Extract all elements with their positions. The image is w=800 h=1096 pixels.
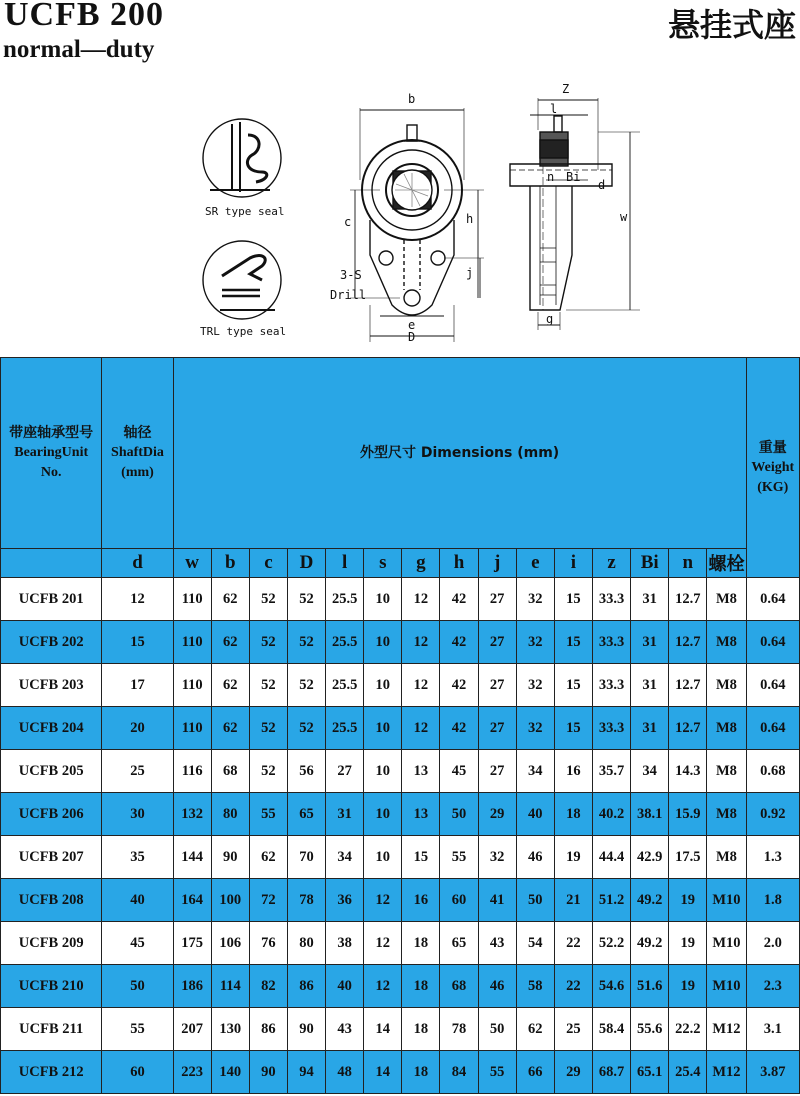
- value-cell: 32: [516, 664, 554, 707]
- value-cell: 55: [440, 836, 478, 879]
- model-cell: UCFB 211: [1, 1008, 102, 1051]
- value-cell: 62: [249, 836, 287, 879]
- table-row: [1, 793, 800, 836]
- table-row: [1, 664, 800, 707]
- value-cell: 65: [287, 793, 325, 836]
- value-cell: 34: [631, 750, 669, 793]
- value-cell: 223: [173, 1051, 211, 1094]
- value-cell: 0.64: [746, 664, 799, 707]
- value-cell: 42: [440, 707, 478, 750]
- value-cell: 55: [478, 1051, 516, 1094]
- value-cell: 46: [478, 965, 516, 1008]
- value-cell: 43: [478, 922, 516, 965]
- sr-seal-label: SR type seal: [205, 205, 285, 218]
- value-cell: 0.68: [746, 750, 799, 793]
- value-cell: 21: [554, 879, 592, 922]
- value-cell: 49.2: [631, 879, 669, 922]
- table-row: [1, 922, 800, 965]
- value-cell: 15: [554, 578, 592, 621]
- value-cell: 27: [478, 664, 516, 707]
- value-cell: 30: [102, 793, 173, 836]
- value-cell: 66: [516, 1051, 554, 1094]
- value-cell: 60: [440, 879, 478, 922]
- value-cell: 86: [287, 965, 325, 1008]
- model-cell: UCFB 212: [1, 1051, 102, 1094]
- column-header: j: [478, 549, 516, 578]
- value-cell: 50: [478, 1008, 516, 1051]
- page-subtitle: normal—duty: [3, 36, 155, 63]
- value-cell: 17.5: [669, 836, 707, 879]
- value-cell: 36: [326, 879, 364, 922]
- value-cell: 110: [173, 621, 211, 664]
- value-cell: 114: [211, 965, 249, 1008]
- value-cell: 12: [102, 578, 173, 621]
- header-shaft-unit: (mm): [121, 465, 154, 480]
- value-cell: 14.3: [669, 750, 707, 793]
- value-cell: 65.1: [631, 1051, 669, 1094]
- value-cell: 54.6: [592, 965, 630, 1008]
- value-cell: 84: [440, 1051, 478, 1094]
- header-model-cn: 带座轴承型号: [9, 425, 94, 441]
- dim-d: d: [598, 178, 606, 192]
- value-cell: 19: [669, 922, 707, 965]
- value-cell: 34: [516, 750, 554, 793]
- value-cell: M8: [707, 836, 746, 879]
- value-cell: 29: [554, 1051, 592, 1094]
- dim-b: b: [408, 92, 416, 106]
- table-row: [1, 750, 800, 793]
- value-cell: 86: [249, 1008, 287, 1051]
- value-cell: 78: [440, 1008, 478, 1051]
- dim-n: n: [547, 170, 555, 184]
- value-cell: 40: [102, 879, 173, 922]
- dim-z: Z: [562, 82, 570, 96]
- value-cell: M8: [707, 621, 746, 664]
- dim-drill: 3-S: [340, 268, 362, 282]
- value-cell: 52: [249, 750, 287, 793]
- value-cell: 65: [440, 922, 478, 965]
- value-cell: 44.4: [592, 836, 630, 879]
- value-cell: 100: [211, 879, 249, 922]
- column-header: 螺栓: [707, 549, 746, 578]
- value-cell: 106: [211, 922, 249, 965]
- value-cell: 12.7: [669, 664, 707, 707]
- value-cell: 62: [211, 621, 249, 664]
- value-cell: 50: [102, 965, 173, 1008]
- value-cell: 45: [440, 750, 478, 793]
- value-cell: 70: [287, 836, 325, 879]
- value-cell: 15: [402, 836, 440, 879]
- value-cell: 52: [287, 578, 325, 621]
- value-cell: 80: [287, 922, 325, 965]
- technical-drawing: [0, 80, 800, 355]
- chinese-title: 悬挂式座: [667, 6, 796, 44]
- value-cell: 78: [287, 879, 325, 922]
- header-weight-unit: (KG): [757, 479, 789, 495]
- value-cell: 13: [402, 793, 440, 836]
- model-cell: UCFB 210: [1, 965, 102, 1008]
- value-cell: 42: [440, 621, 478, 664]
- value-cell: 110: [173, 664, 211, 707]
- value-cell: 27: [326, 750, 364, 793]
- value-cell: 1.3: [746, 836, 799, 879]
- value-cell: 33.3: [592, 621, 630, 664]
- value-cell: 10: [364, 621, 402, 664]
- value-cell: 18: [402, 965, 440, 1008]
- value-cell: 35.7: [592, 750, 630, 793]
- value-cell: 12: [364, 965, 402, 1008]
- header-shaft-cn: 轴径: [123, 425, 152, 441]
- table-row: [1, 965, 800, 1008]
- header-weight: [746, 358, 799, 578]
- value-cell: 27: [478, 578, 516, 621]
- value-cell: 42: [440, 664, 478, 707]
- value-cell: M8: [707, 750, 746, 793]
- model-cell: UCFB 205: [1, 750, 102, 793]
- value-cell: 12: [402, 621, 440, 664]
- column-header: z: [592, 549, 630, 578]
- value-cell: 49.2: [631, 922, 669, 965]
- value-cell: 32: [516, 578, 554, 621]
- value-cell: 20: [102, 707, 173, 750]
- table-row: [1, 621, 800, 664]
- dim-drill-text: Drill: [330, 288, 367, 302]
- header-weight-en: Weight: [751, 459, 795, 475]
- value-cell: 110: [173, 707, 211, 750]
- value-cell: 52: [249, 707, 287, 750]
- value-cell: 40: [516, 793, 554, 836]
- value-cell: 186: [173, 965, 211, 1008]
- value-cell: 38.1: [631, 793, 669, 836]
- value-cell: 62: [211, 664, 249, 707]
- value-cell: M10: [707, 965, 746, 1008]
- value-cell: 14: [364, 1051, 402, 1094]
- header-model-no: No.: [40, 465, 62, 480]
- value-cell: 40.2: [592, 793, 630, 836]
- value-cell: M12: [707, 1051, 746, 1094]
- value-cell: 62: [211, 578, 249, 621]
- value-cell: 60: [102, 1051, 173, 1094]
- value-cell: M12: [707, 1008, 746, 1051]
- value-cell: 80: [211, 793, 249, 836]
- value-cell: 55: [102, 1008, 173, 1051]
- value-cell: 27: [478, 621, 516, 664]
- dim-c: c: [344, 215, 352, 229]
- value-cell: 10: [364, 707, 402, 750]
- value-cell: 22: [554, 922, 592, 965]
- table-row: [1, 836, 800, 879]
- value-cell: 10: [364, 664, 402, 707]
- column-header: w: [173, 549, 211, 578]
- value-cell: 15: [102, 621, 173, 664]
- value-cell: 33.3: [592, 578, 630, 621]
- value-cell: 10: [364, 750, 402, 793]
- value-cell: 16: [554, 750, 592, 793]
- value-cell: 25.5: [326, 664, 364, 707]
- value-cell: 90: [211, 836, 249, 879]
- column-header: i: [554, 549, 592, 578]
- model-cell: UCFB 204: [1, 707, 102, 750]
- table-row: [1, 1051, 800, 1094]
- table-row: [1, 879, 800, 922]
- value-cell: 72: [249, 879, 287, 922]
- dim-l: l: [550, 102, 558, 116]
- value-cell: 0.64: [746, 578, 799, 621]
- value-cell: 25.5: [326, 621, 364, 664]
- value-cell: 42.9: [631, 836, 669, 879]
- value-cell: 0.92: [746, 793, 799, 836]
- value-cell: 1.8: [746, 879, 799, 922]
- value-cell: 82: [249, 965, 287, 1008]
- value-cell: 132: [173, 793, 211, 836]
- value-cell: 68: [211, 750, 249, 793]
- value-cell: 12.7: [669, 707, 707, 750]
- value-cell: 32: [478, 836, 516, 879]
- value-cell: M8: [707, 578, 746, 621]
- value-cell: 12: [402, 664, 440, 707]
- value-cell: 2.3: [746, 965, 799, 1008]
- value-cell: 31: [326, 793, 364, 836]
- dim-e: e: [408, 318, 416, 332]
- value-cell: 12.7: [669, 621, 707, 664]
- value-cell: 110: [173, 578, 211, 621]
- value-cell: 42: [440, 578, 478, 621]
- dim-j: j: [466, 266, 474, 280]
- value-cell: 25: [554, 1008, 592, 1051]
- header-weight-cn: 重量: [758, 439, 787, 456]
- value-cell: 68.7: [592, 1051, 630, 1094]
- model-cell: UCFB 202: [1, 621, 102, 664]
- value-cell: 31: [631, 707, 669, 750]
- model-cell: UCFB 206: [1, 793, 102, 836]
- column-header: l: [326, 549, 364, 578]
- value-cell: 32: [516, 621, 554, 664]
- value-cell: 12: [364, 879, 402, 922]
- value-cell: 22: [554, 965, 592, 1008]
- header-model-blank: [1, 549, 102, 578]
- value-cell: 38: [326, 922, 364, 965]
- value-cell: M8: [707, 793, 746, 836]
- value-cell: 16: [402, 879, 440, 922]
- value-cell: M10: [707, 922, 746, 965]
- value-cell: 12: [402, 707, 440, 750]
- value-cell: 50: [440, 793, 478, 836]
- column-header: b: [211, 549, 249, 578]
- value-cell: 25.5: [326, 578, 364, 621]
- value-cell: 90: [249, 1051, 287, 1094]
- value-cell: 18: [554, 793, 592, 836]
- dim-h: h: [466, 212, 474, 226]
- column-header: n: [669, 549, 707, 578]
- value-cell: 22.2: [669, 1008, 707, 1051]
- value-cell: 130: [211, 1008, 249, 1051]
- value-cell: 15: [554, 707, 592, 750]
- value-cell: 46: [516, 836, 554, 879]
- value-cell: 18: [402, 922, 440, 965]
- dim-w: w: [620, 210, 628, 224]
- value-cell: 35: [102, 836, 173, 879]
- header-dimensions: [173, 358, 746, 549]
- value-cell: 55: [249, 793, 287, 836]
- value-cell: 14: [364, 1008, 402, 1051]
- table-row: [1, 707, 800, 750]
- value-cell: 56: [287, 750, 325, 793]
- value-cell: 52: [249, 578, 287, 621]
- value-cell: 15: [554, 621, 592, 664]
- column-header: c: [249, 549, 287, 578]
- value-cell: 175: [173, 922, 211, 965]
- column-header: h: [440, 549, 478, 578]
- value-cell: 52: [287, 621, 325, 664]
- value-cell: M8: [707, 664, 746, 707]
- value-cell: 52: [249, 621, 287, 664]
- value-cell: 12: [402, 578, 440, 621]
- value-cell: 90: [287, 1008, 325, 1051]
- value-cell: 164: [173, 879, 211, 922]
- value-cell: 0.64: [746, 707, 799, 750]
- value-cell: 31: [631, 621, 669, 664]
- value-cell: 17: [102, 664, 173, 707]
- value-cell: 58.4: [592, 1008, 630, 1051]
- dim-g: g: [546, 312, 554, 326]
- value-cell: 29: [478, 793, 516, 836]
- value-cell: 50: [516, 879, 554, 922]
- header-model: [1, 358, 102, 549]
- value-cell: 2.0: [746, 922, 799, 965]
- value-cell: 25.4: [669, 1051, 707, 1094]
- value-cell: 144: [173, 836, 211, 879]
- value-cell: 10: [364, 836, 402, 879]
- value-cell: 41: [478, 879, 516, 922]
- value-cell: 62: [516, 1008, 554, 1051]
- value-cell: 25: [102, 750, 173, 793]
- dimension-table: [0, 357, 800, 1094]
- value-cell: M8: [707, 707, 746, 750]
- header-shaft: [102, 358, 173, 549]
- value-cell: 0.64: [746, 621, 799, 664]
- column-header: e: [516, 549, 554, 578]
- value-cell: 27: [478, 707, 516, 750]
- value-cell: 116: [173, 750, 211, 793]
- value-cell: 32: [516, 707, 554, 750]
- column-header: Bi: [631, 549, 669, 578]
- value-cell: 52.2: [592, 922, 630, 965]
- value-cell: 54: [516, 922, 554, 965]
- value-cell: 31: [631, 578, 669, 621]
- value-cell: 48: [326, 1051, 364, 1094]
- value-cell: 12.7: [669, 578, 707, 621]
- value-cell: 94: [287, 1051, 325, 1094]
- value-cell: 19: [669, 879, 707, 922]
- table-row: [1, 578, 800, 621]
- value-cell: 27: [478, 750, 516, 793]
- value-cell: M10: [707, 879, 746, 922]
- model-cell: UCFB 209: [1, 922, 102, 965]
- value-cell: 10: [364, 793, 402, 836]
- value-cell: 3.87: [746, 1051, 799, 1094]
- value-cell: 15: [554, 664, 592, 707]
- value-cell: 33.3: [592, 664, 630, 707]
- value-cell: 40: [326, 965, 364, 1008]
- value-cell: 3.1: [746, 1008, 799, 1051]
- value-cell: 76: [249, 922, 287, 965]
- model-cell: UCFB 203: [1, 664, 102, 707]
- value-cell: 10: [364, 578, 402, 621]
- dim-D: D: [408, 330, 416, 344]
- page-title: UCFB 200: [4, 0, 165, 33]
- header-model-en: BearingUnit: [14, 445, 89, 460]
- value-cell: 52: [287, 664, 325, 707]
- value-cell: 55.6: [631, 1008, 669, 1051]
- model-cell: UCFB 207: [1, 836, 102, 879]
- value-cell: 43: [326, 1008, 364, 1051]
- value-cell: 207: [173, 1008, 211, 1051]
- value-cell: 51.6: [631, 965, 669, 1008]
- value-cell: 45: [102, 922, 173, 965]
- value-cell: 13: [402, 750, 440, 793]
- column-header: D: [287, 549, 325, 578]
- header-dimensions-label: 外型尺寸 Dimensions (mm): [359, 445, 560, 461]
- value-cell: 52: [249, 664, 287, 707]
- model-cell: UCFB 208: [1, 879, 102, 922]
- value-cell: 62: [211, 707, 249, 750]
- value-cell: 140: [211, 1051, 249, 1094]
- value-cell: 19: [554, 836, 592, 879]
- value-cell: 18: [402, 1008, 440, 1051]
- value-cell: 51.2: [592, 879, 630, 922]
- column-header: s: [364, 549, 402, 578]
- value-cell: 33.3: [592, 707, 630, 750]
- dim-Bi: Bi: [566, 170, 581, 184]
- value-cell: 58: [516, 965, 554, 1008]
- value-cell: 19: [669, 965, 707, 1008]
- value-cell: 34: [326, 836, 364, 879]
- value-cell: 31: [631, 664, 669, 707]
- model-cell: UCFB 201: [1, 578, 102, 621]
- value-cell: 15.9: [669, 793, 707, 836]
- value-cell: 68: [440, 965, 478, 1008]
- column-header: g: [402, 549, 440, 578]
- value-cell: 52: [287, 707, 325, 750]
- trl-seal-label: TRL type seal: [200, 325, 287, 338]
- drawing-svg: [0, 80, 800, 355]
- value-cell: 18: [402, 1051, 440, 1094]
- value-cell: 12: [364, 922, 402, 965]
- table-row: [1, 1008, 800, 1051]
- column-header: d: [102, 549, 173, 578]
- value-cell: 25.5: [326, 707, 364, 750]
- header-shaft-en: ShaftDia: [111, 445, 164, 460]
